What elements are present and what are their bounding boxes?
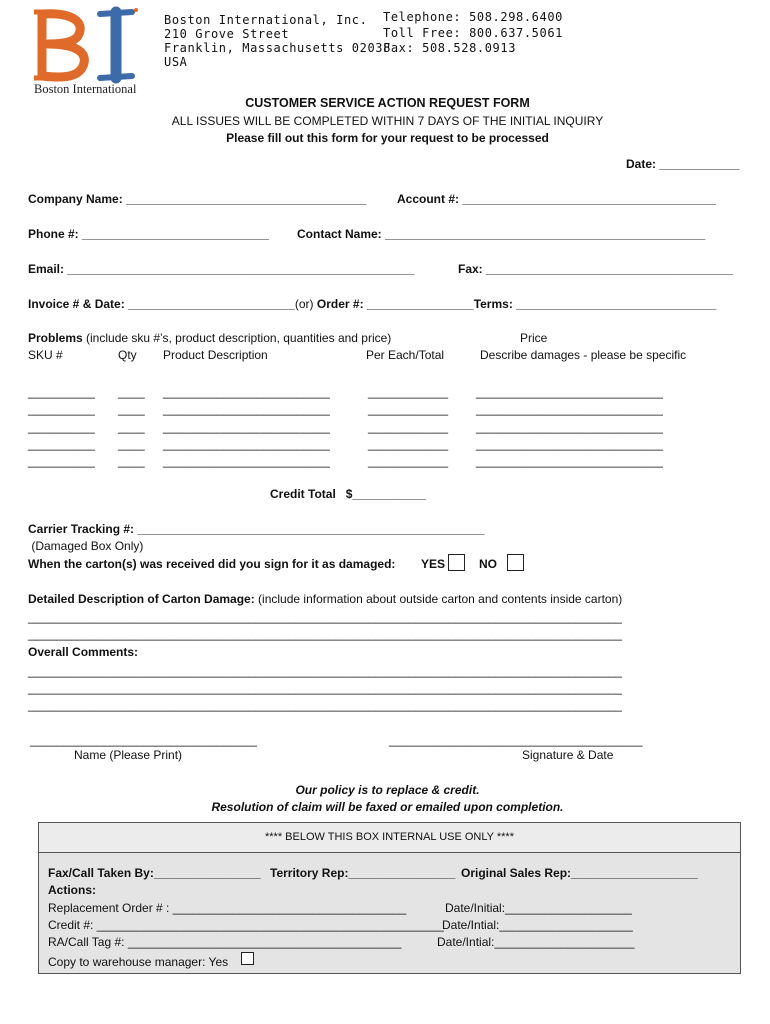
fax-call-taken-field[interactable]: Fax/Call Taken By:________________ xyxy=(48,866,261,880)
company-street: 210 Grove Street xyxy=(164,27,290,41)
internal-header-text: **** BELOW THIS BOX INTERNAL USE ONLY **** xyxy=(264,831,514,843)
date-field[interactable]: Date: ____________ xyxy=(626,157,740,171)
name-print-label: Name (Please Print) xyxy=(74,748,183,762)
replacement-date-field[interactable]: Date/Initial:___________________ xyxy=(445,901,632,915)
sku-field[interactable]: __________ xyxy=(28,454,95,469)
internal-use-box xyxy=(38,822,741,974)
description-field[interactable]: _________________________ xyxy=(163,402,330,417)
signature-label: Signature & Date xyxy=(522,748,614,762)
qty-field[interactable]: ____ xyxy=(118,436,145,451)
damage-field[interactable]: ____________________________ xyxy=(476,402,663,417)
carton-damage-label-bold: Detailed Description of Carton Damage: xyxy=(28,592,255,606)
problems-heading xyxy=(28,331,391,345)
damage-field[interactable]: ____________________________ xyxy=(476,385,663,399)
invoice-field[interactable]: Invoice # & Date: _________________________ xyxy=(28,297,295,311)
damage-field[interactable]: ____________________________ xyxy=(476,419,663,434)
price-field[interactable]: ____________ xyxy=(368,436,449,451)
yes-checkbox[interactable] xyxy=(448,554,465,571)
company-name: Boston International, Inc. xyxy=(164,13,368,27)
company-country: USA xyxy=(164,55,188,69)
col-sku: SKU # xyxy=(28,348,63,362)
price-field[interactable]: ____________ xyxy=(368,454,449,469)
terms-field[interactable]: Terms: ______________________________ xyxy=(473,297,717,311)
account-field[interactable]: Account #: ______________________________________ xyxy=(397,192,716,206)
copy-warehouse-checkbox[interactable] xyxy=(241,952,254,965)
problems-heading-bold: Problems xyxy=(28,331,83,345)
actions-label: Actions: xyxy=(48,883,96,897)
form-instruction: Please fill out this form for your request to be processed xyxy=(226,131,549,145)
replacement-order-field[interactable]: Replacement Order # : ___________________________________ xyxy=(48,901,407,915)
credit-date-field[interactable]: Date/Intial:____________________ xyxy=(442,918,633,932)
company-city: Franklin, Massachusetts 02038 xyxy=(164,41,391,55)
carton-damage-line[interactable]: _________________________________________________________________________________________ xyxy=(28,610,622,624)
carton-damage-label-rest: (include information about outside carton and contents inside carton) xyxy=(254,592,623,606)
col-per-each: Per Each/Total xyxy=(366,348,445,362)
carton-damage-line[interactable]: _________________________________________________________________________________________ xyxy=(28,627,622,641)
company-telephone: Telephone: 508.298.6400 xyxy=(383,10,563,24)
qty-field[interactable]: ____ xyxy=(118,419,145,434)
price-field[interactable]: ____________ xyxy=(368,385,449,399)
description-field[interactable]: _________________________ xyxy=(163,385,330,399)
credit-total-field[interactable]: Credit Total $___________ xyxy=(270,487,426,501)
comments-line[interactable]: _________________________________________________________________________________________ xyxy=(28,681,622,695)
carton-damage-label xyxy=(28,592,622,606)
form-subtitle: ALL ISSUES WILL BE COMPLETED WITHIN 7 DAYS OF THE INITIAL INQUIRY xyxy=(171,114,604,128)
qty-field[interactable]: ____ xyxy=(118,385,145,399)
qty-field[interactable]: ____ xyxy=(118,454,145,469)
sku-field[interactable]: __________ xyxy=(28,402,95,417)
fax-field[interactable]: Fax: _____________________________________ xyxy=(458,262,733,276)
ra-date-field[interactable]: Date/Intial:_____________________ xyxy=(437,935,635,949)
copy-warehouse-label: Copy to warehouse manager: Yes xyxy=(48,955,229,969)
no-label: NO xyxy=(479,557,497,571)
email-field[interactable]: Email: ____________________________________________________ xyxy=(28,262,415,276)
policy-line-2: Resolution of claim will be faxed or emailed upon completion. xyxy=(211,800,564,814)
logo-caption: Boston International xyxy=(34,82,137,96)
invoice-order-terms-row xyxy=(28,297,716,311)
comments-line[interactable]: _________________________________________________________________________________________ xyxy=(28,698,622,712)
damage-field[interactable]: ____________________________ xyxy=(476,454,663,469)
company-logo xyxy=(28,6,156,98)
no-checkbox[interactable] xyxy=(507,554,524,571)
col-description: Product Description xyxy=(163,348,268,362)
sku-field[interactable]: __________ xyxy=(28,419,95,434)
overall-comments-label: Overall Comments: xyxy=(28,645,139,659)
description-field[interactable]: _________________________ xyxy=(163,454,330,469)
contact-name-field[interactable]: Contact Name: ________________________________________________ xyxy=(297,227,706,241)
damage-field[interactable]: ____________________________ xyxy=(476,436,663,451)
col-qty: Qty xyxy=(118,348,137,362)
sku-field[interactable]: __________ xyxy=(28,436,95,451)
original-sales-rep-field[interactable]: Original Sales Rep:___________________ xyxy=(461,866,698,880)
qty-field[interactable]: ____ xyxy=(118,402,145,417)
order-field[interactable]: Order #: ________________ xyxy=(316,297,474,311)
yes-label: YES xyxy=(421,557,446,571)
company-fax: Fax: 508.528.0913 xyxy=(383,41,517,55)
or-label: (or) xyxy=(294,297,317,311)
territory-rep-field[interactable]: Territory Rep:________________ xyxy=(270,866,456,880)
col-damage: Describe damages - please be specific xyxy=(480,348,687,362)
description-field[interactable]: _________________________ xyxy=(163,419,330,434)
description-field[interactable]: _________________________ xyxy=(163,436,330,451)
problems-heading-rest: (include sku #’s, product description, quantities and price) xyxy=(82,331,392,345)
internal-header-bar xyxy=(39,823,740,853)
price-field[interactable]: ____________ xyxy=(368,419,449,434)
price-label: Price xyxy=(520,331,548,345)
sku-field[interactable]: __________ xyxy=(28,385,95,399)
ra-call-tag-field[interactable]: RA/Call Tag #: _________________________________________ xyxy=(48,935,402,949)
name-print-line[interactable]: __________________________________ xyxy=(30,733,257,747)
company-name-field[interactable]: Company Name: ____________________________________ xyxy=(28,192,367,206)
policy-line-1: Our policy is to replace & credit. xyxy=(295,783,480,797)
form-title: CUSTOMER SERVICE ACTION REQUEST FORM xyxy=(245,96,530,110)
signature-line[interactable]: ______________________________________ xyxy=(389,733,643,747)
carrier-tracking-field[interactable]: Carrier Tracking #: ____________________________________________________ xyxy=(28,522,485,536)
price-field[interactable]: ____________ xyxy=(368,402,449,417)
damaged-box-note: (Damaged Box Only) xyxy=(28,539,144,553)
company-toll-free: Toll Free: 800.637.5061 xyxy=(383,26,563,40)
phone-field[interactable]: Phone #: ____________________________ xyxy=(28,227,269,241)
credit-number-field[interactable]: Credit #: ____________________________________________________ xyxy=(48,918,444,932)
signed-damaged-question: When the carton(s) was received did you sign for it as damaged: xyxy=(28,557,396,571)
comments-line[interactable]: _________________________________________________________________________________________ xyxy=(28,664,622,678)
